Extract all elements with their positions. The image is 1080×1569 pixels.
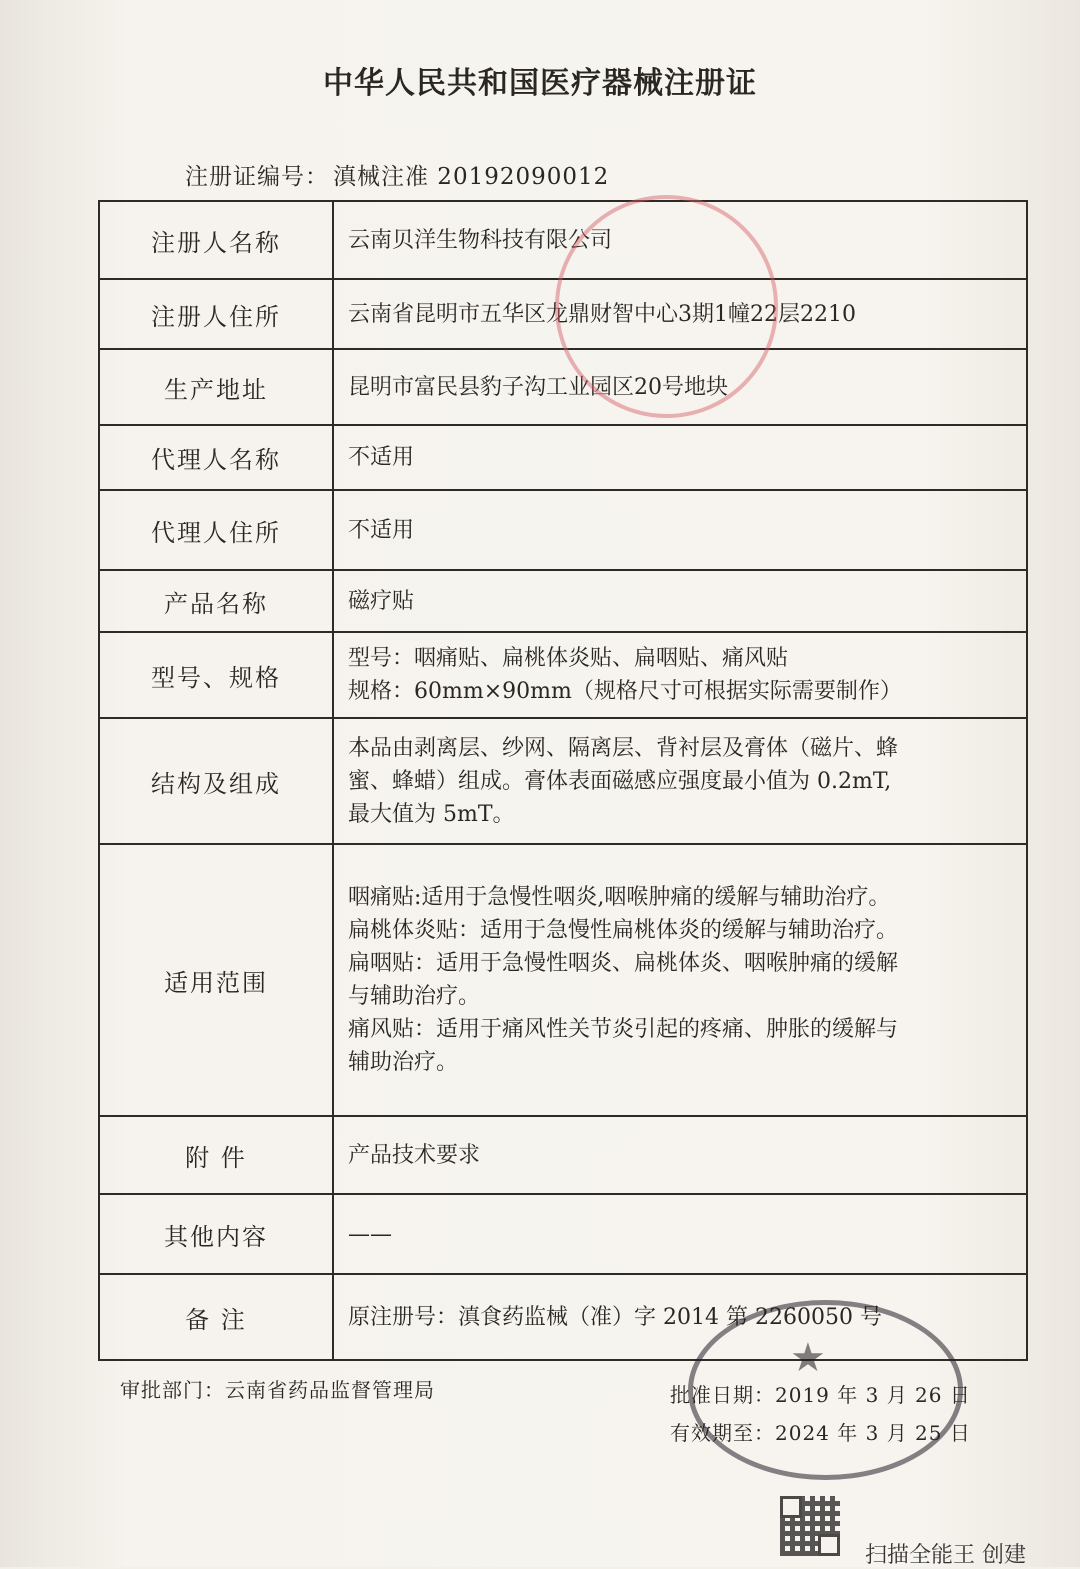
table-row <box>99 844 1027 1116</box>
table-row <box>99 1274 1027 1360</box>
department-value: 云南省药品监督管理局 <box>225 1378 435 1402</box>
registration-number-value: 滇械注准 20192090012 <box>333 164 610 190</box>
table-row <box>99 632 1027 718</box>
row-label: 适用范围 <box>99 844 333 1116</box>
row-value <box>333 490 1027 570</box>
row-value-line: 咽痛贴:适用于急慢性咽炎,咽喉肿痛的缓解与辅助治疗。 <box>348 885 891 910</box>
row-value <box>333 425 1027 490</box>
row-value-line: 辅助治疗。 <box>348 1050 459 1075</box>
row-value-line: 蜜、蜂蜡）组成。膏体表面磁感应强度最小值为 0.2mT, <box>348 768 892 794</box>
row-value-line: 原注册号：滇食药监械（准）字 2014 第 2260050 号 <box>348 1304 882 1330</box>
document-title: 中华人民共和国医疗器械注册证 <box>323 66 757 101</box>
row-value-line: 磁疗贴 <box>348 588 415 614</box>
row-value <box>333 1194 1027 1274</box>
row-label: 型号、规格 <box>99 632 333 718</box>
row-value-line: 产品技术要求 <box>348 1142 481 1168</box>
row-value-line: —— <box>348 1221 392 1247</box>
approval-date-label: 批准日期： <box>670 1383 775 1407</box>
table-row <box>99 1116 1027 1194</box>
row-label: 产品名称 <box>99 570 333 632</box>
row-value-line: 本品由剥离层、纱网、隔离层、背衬层及膏体（磁片、蜂 <box>348 735 899 761</box>
valid-until <box>670 1414 971 1452</box>
row-label: 结构及组成 <box>99 718 333 844</box>
approval-date-value: 2019 年 3 月 26 日 <box>775 1383 971 1407</box>
table-row <box>99 425 1027 490</box>
row-value <box>333 570 1027 632</box>
row-value-line: 规格：60mm×90mm（规格尺寸可根据实际需要制作） <box>348 679 902 704</box>
certificate-table-body <box>99 201 1027 1360</box>
row-value <box>333 844 1027 1116</box>
table-row <box>99 279 1027 349</box>
row-value <box>333 718 1027 844</box>
row-value <box>333 201 1027 279</box>
department-label: 审批部门： <box>120 1378 225 1402</box>
qr-code-icon <box>780 1496 840 1556</box>
dates-block <box>670 1376 971 1452</box>
row-value-line: 与辅助治疗。 <box>348 984 481 1009</box>
row-label: 附 件 <box>99 1116 333 1194</box>
row-label: 代理人名称 <box>99 425 333 490</box>
row-value-line: 扁咽贴：适用于急慢性咽炎、扁桃体炎、咽喉肿痛的缓解 <box>348 951 899 976</box>
scanner-watermark: 扫描全能王 创建 <box>865 1543 1026 1568</box>
table-row <box>99 570 1027 632</box>
row-label: 其他内容 <box>99 1194 333 1274</box>
row-value-line: 不适用 <box>348 445 415 470</box>
row-value <box>333 632 1027 718</box>
valid-until-label: 有效期至： <box>670 1421 775 1445</box>
row-value-line: 不适用 <box>348 517 415 543</box>
table-row <box>99 1194 1027 1274</box>
certificate-table <box>98 200 1028 1361</box>
row-label: 备 注 <box>99 1274 333 1360</box>
approval-department <box>120 1374 435 1403</box>
row-value-line: 型号：咽痛贴、扁桃体炎贴、扁咽贴、痛风贴 <box>348 646 789 671</box>
row-value-line: 最大值为 5mT。 <box>348 801 515 827</box>
table-row <box>99 201 1027 279</box>
table-row <box>99 490 1027 570</box>
approval-date <box>670 1376 971 1414</box>
row-value-line: 昆明市富民县豹子沟工业园区20号地块 <box>348 374 728 400</box>
row-value-line: 痛风贴：适用于痛风性关节炎引起的疼痛、肿胀的缓解与 <box>348 1017 899 1042</box>
registration-number-label: 注册证编号： <box>185 164 329 190</box>
valid-until-value: 2024 年 3 月 25 日 <box>775 1421 971 1445</box>
table-row <box>99 349 1027 425</box>
row-label: 生产地址 <box>99 349 333 425</box>
row-label: 代理人住所 <box>99 490 333 570</box>
row-value <box>333 349 1027 425</box>
row-label: 注册人住所 <box>99 279 333 349</box>
registration-number-line <box>185 158 613 191</box>
row-value <box>333 279 1027 349</box>
row-value <box>333 1116 1027 1194</box>
row-value <box>333 1274 1027 1360</box>
row-value-line: 扁桃体炎贴：适用于急慢性扁桃体炎的缓解与辅助治疗。 <box>348 918 899 943</box>
row-label: 注册人名称 <box>99 201 333 279</box>
table-row <box>99 718 1027 844</box>
seal-star-icon: ★ <box>790 1335 826 1381</box>
row-value-line: 云南省昆明市五华区龙鼎财智中心3期1幢22层2210 <box>348 301 856 327</box>
row-value-line: 云南贝洋生物科技有限公司 <box>348 227 613 253</box>
